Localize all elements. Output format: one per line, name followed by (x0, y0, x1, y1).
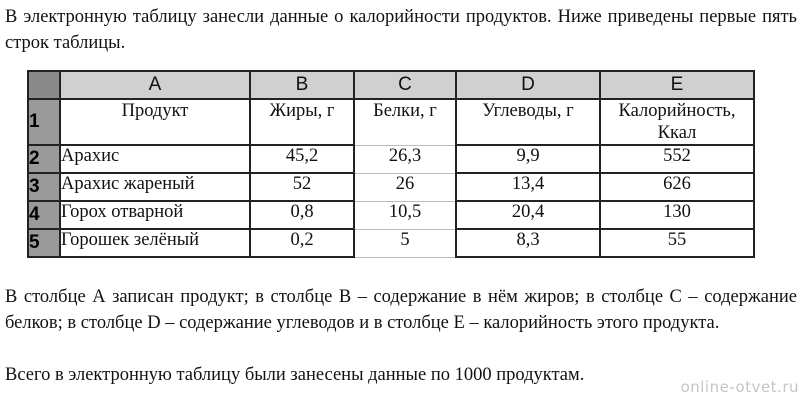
table-cell: 552 (600, 145, 754, 173)
watermark: online-otvet.ru (680, 378, 799, 396)
table-row (28, 201, 754, 229)
table-cell: 55 (600, 229, 754, 257)
row-number: 2 (28, 145, 60, 173)
column-header-d: D (456, 71, 600, 99)
column-header-b: B (250, 71, 354, 99)
table-cell: 26 (354, 173, 456, 201)
table-cell: 10,5 (354, 201, 456, 229)
table-row (28, 99, 754, 145)
table-cell: 45,2 (250, 145, 354, 173)
table-cell: 5 (354, 229, 456, 257)
table-cell: 9,9 (456, 145, 600, 173)
table-row (28, 229, 754, 257)
intro-paragraph: В электронную таблицу занесли данные о калорийности продуктов. Ниже приведены первые пять строк таблицы. (5, 7, 797, 53)
column-header-e: E (600, 71, 754, 99)
corner-cell (28, 71, 60, 99)
column-header-a: A (60, 71, 250, 99)
table-row (28, 173, 754, 201)
table-cell: 20,4 (456, 201, 600, 229)
row-number: 5 (28, 229, 60, 257)
spreadsheet-table (27, 70, 755, 258)
table-cell: Продукт (60, 99, 250, 145)
table-cell: 8,3 (456, 229, 600, 257)
table-cell: 626 (600, 173, 754, 201)
table-cell: 13,4 (456, 173, 600, 201)
table-cell: 0,2 (250, 229, 354, 257)
column-header-row (28, 71, 754, 99)
table-cell: Калорийность, Ккал (600, 99, 754, 145)
table-cell: Белки, г (354, 99, 456, 145)
total-paragraph: Всего в электронную таблицу были занесены данные по 1000 продуктам. (5, 365, 585, 385)
table-cell: 130 (600, 201, 754, 229)
row-number: 1 (28, 99, 60, 145)
table-cell: 0,8 (250, 201, 354, 229)
row-number: 4 (28, 201, 60, 229)
explanation-paragraph: В столбце А записан продукт; в столбце В – содержание в нём жиров; в столбце С – содержание белков; в столбце D – содержание углеводов и в столбце Е – калорийность этого продукта. (5, 287, 797, 333)
table-cell: 26,3 (354, 145, 456, 173)
table-cell: 52 (250, 173, 354, 201)
row-number: 3 (28, 173, 60, 201)
table-cell: Горошек зелёный (60, 229, 250, 257)
table-row (28, 145, 754, 173)
table-cell: Арахис жареный (60, 173, 250, 201)
table-cell: Углеводы, г (456, 99, 600, 145)
table-cell: Жиры, г (250, 99, 354, 145)
table-cell: Горох отварной (60, 201, 250, 229)
table-cell: Арахис (60, 145, 250, 173)
column-header-c: C (354, 71, 456, 99)
